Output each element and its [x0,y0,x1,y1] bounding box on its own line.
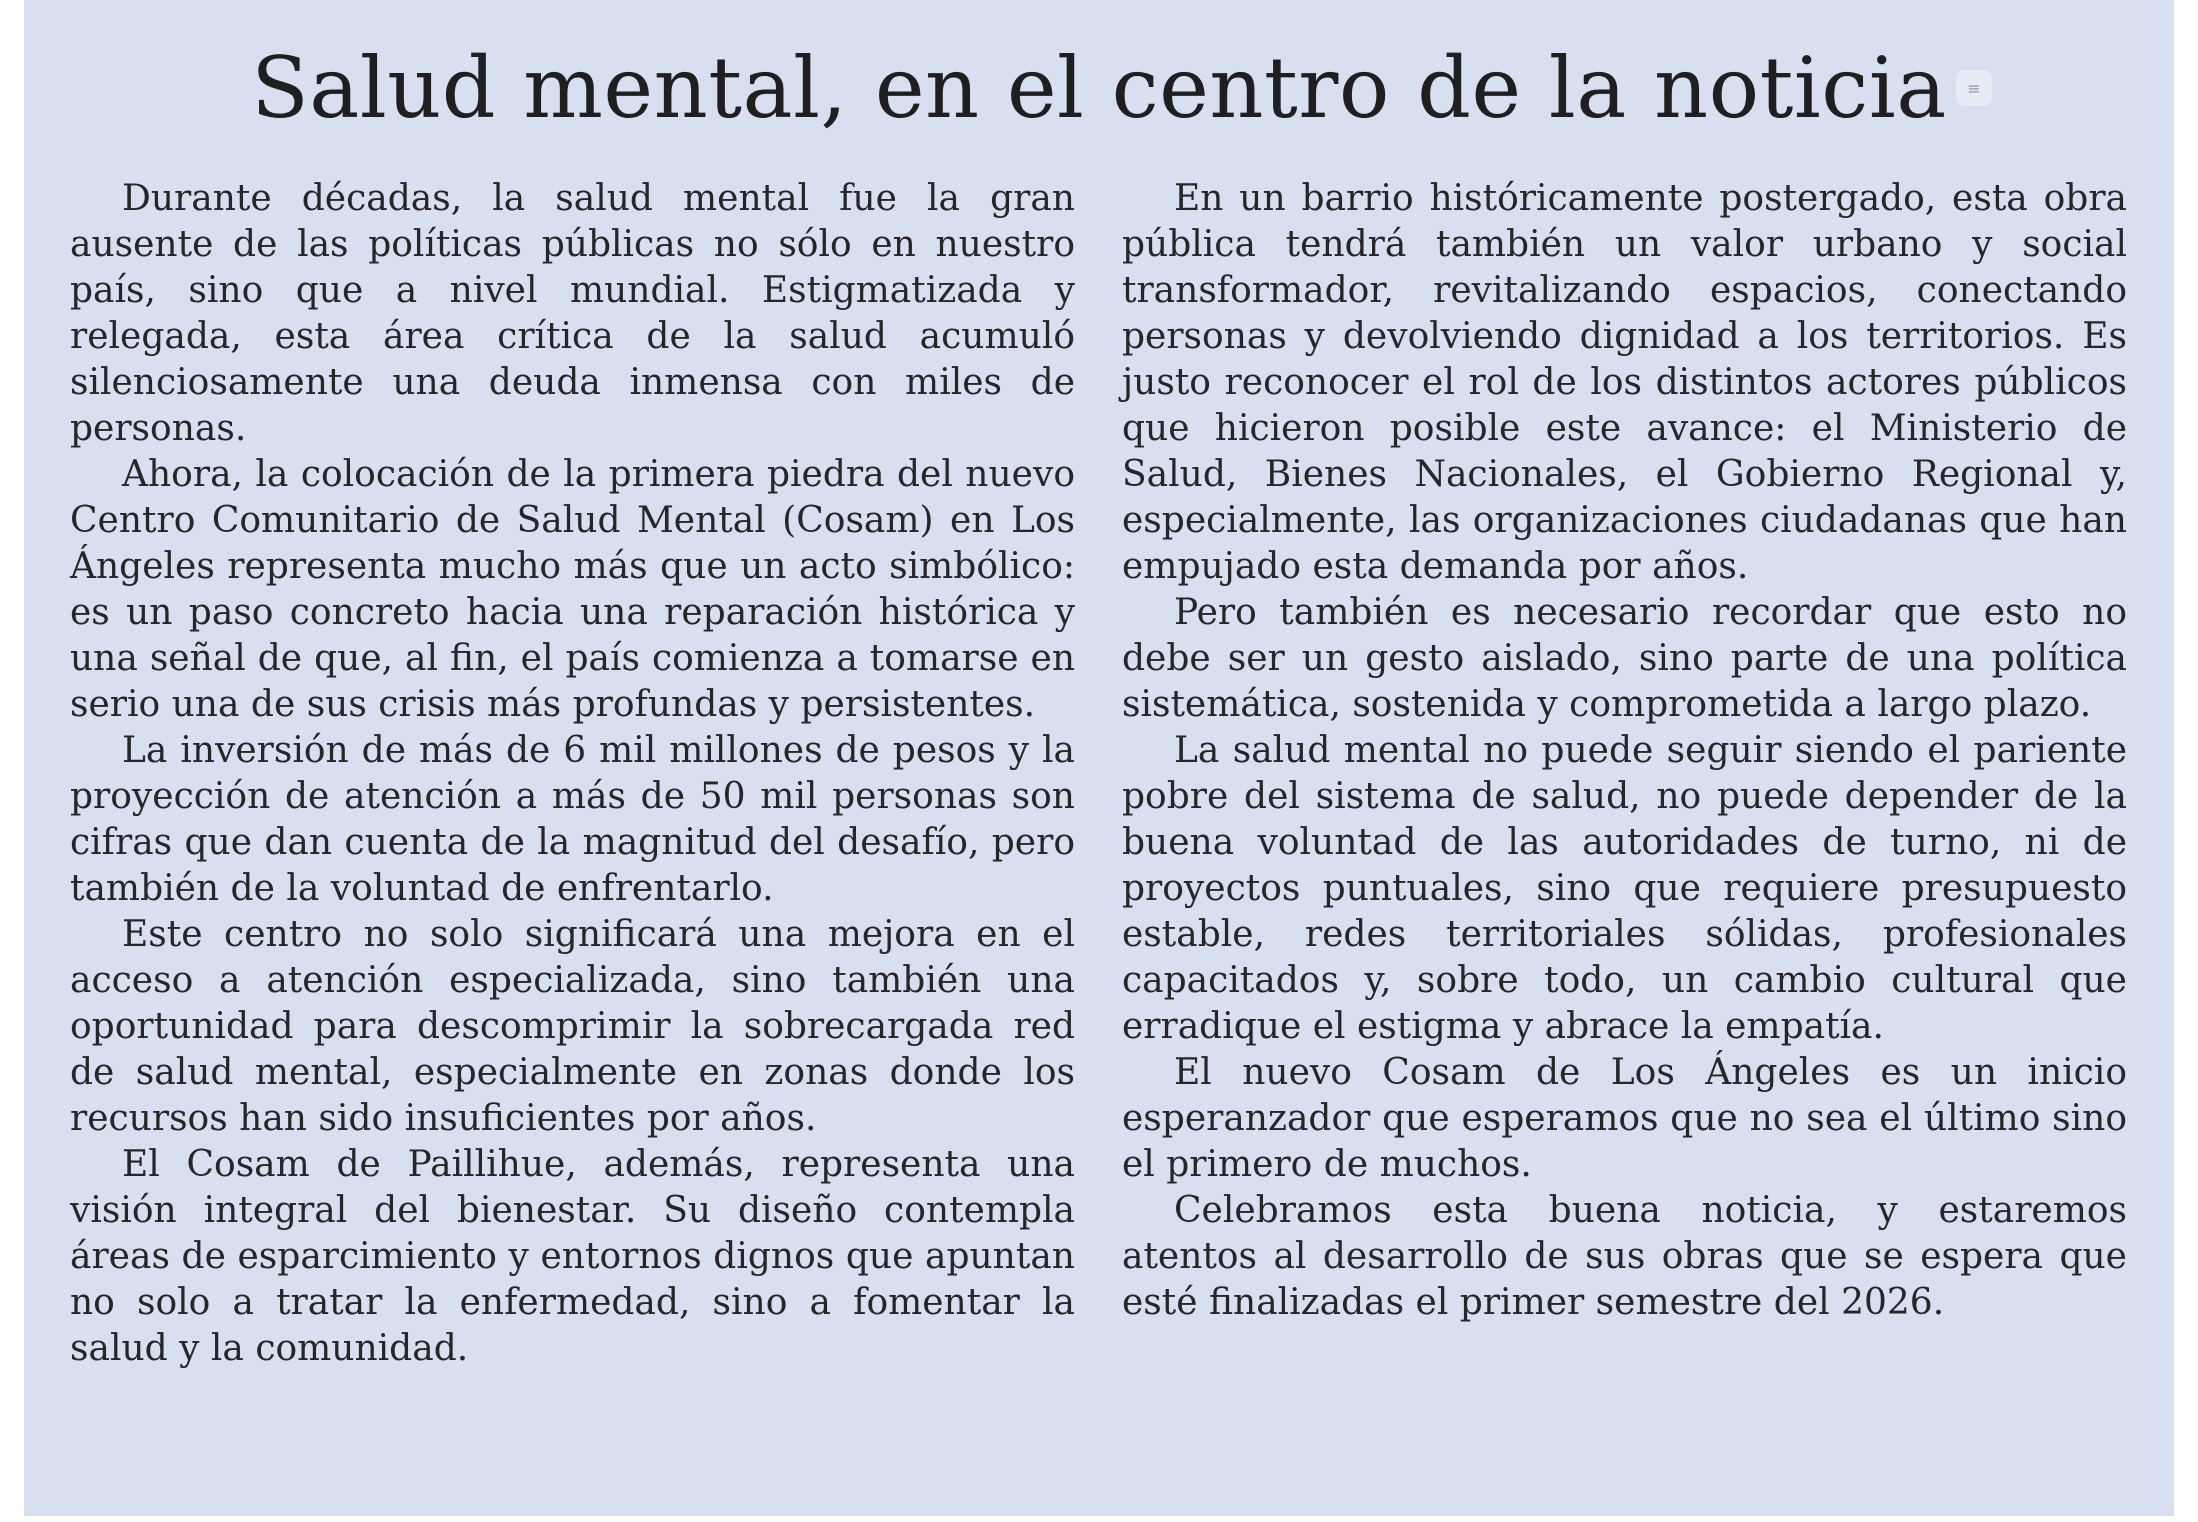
article-page [24,0,2174,1516]
article-title: Salud mental, en el centro de la noticia [251,39,1947,137]
paragraph: Celebramos esta buena noticia, y estaremos atentos al desarrollo de sus obras que se espera que esté finalizadas el primer semestre del 2026. [1122,1190,2127,1323]
paragraph: Durante décadas, la salud mental fue la gran ausente de las políticas públicas no sólo en nuestro país, sino que a nivel mundial. Estigmatizada y relegada, esta área crítica de la salud acumuló silenciosamente una deuda inmensa con miles de personas. [70,178,1075,449]
paragraph: El nuevo Cosam de Los Ángeles es un inicio esperanzador que esperamos que no sea el último sino el primero de muchos. [1122,1052,2127,1185]
paragraph: Ahora, la colocación de la primera piedra del nuevo Centro Comunitario de Salud Mental (Cosam) en Los Ángeles representa mucho más que un acto simbólico: es un paso concreto hacia una reparación histórica y una señal de que, al fin, el país comienza a tomarse en serio una de sus crisis más profundas y persistentes. [70,454,1075,725]
paragraph: El Cosam de Paillihue, además, representa una visión integral del bienestar. Su diseño contempla áreas de esparcimiento y entornos dignos que apuntan no solo a tratar la enfermedad, sino a fomentar la salud y la comunidad. [70,1144,1075,1369]
paragraph: La salud mental no puede seguir siendo el pariente pobre del sistema de salud, no puede depender de la buena voluntad de las autoridades de turno, ni de proyectos puntuales, sino que requiere presupuesto estable, redes territoriales sólidas, profesionales capacitados y, sobre todo, un cambio cultural que erradique el estigma y abrace la empatía. [1122,730,2127,1047]
article-column-right [1122,176,2127,1326]
article-column-left [70,176,1075,1372]
paragraph: Este centro no solo significará una mejora en el acceso a atención especializada, sino también una oportunidad para descomprimir la sobrecargada red de salud mental, especialmente en zonas donde los recursos han sido insuficientes por años. [70,914,1075,1139]
paragraph: En un barrio históricamente postergado, esta obra pública tendrá también un valor urbano y social transformador, revitalizando espacios, conectando personas y devolviendo dignidad a los territorios. Es justo reconocer el rol de los distintos actores públicos que hicieron posible este avance: el Ministerio de Salud, Bienes Nacionales, el Gobierno Regional y, especialmente, las organizaciones ciudadanas que han empujado esta demanda por años. [1122,178,2127,587]
paragraph: Pero también es necesario recordar que esto no debe ser un gesto aislado, sino parte de una política sistemática, sostenida y comprometida a largo plazo. [1122,592,2127,725]
paragraph: La inversión de más de 6 mil millones de pesos y la proyección de atención a más de 50 mil personas son cifras que dan cuenta de la magnitud del desafío, pero también de la voluntad de enfrentarlo. [70,730,1075,909]
note-icon[interactable]: ≡ [1956,70,1992,106]
